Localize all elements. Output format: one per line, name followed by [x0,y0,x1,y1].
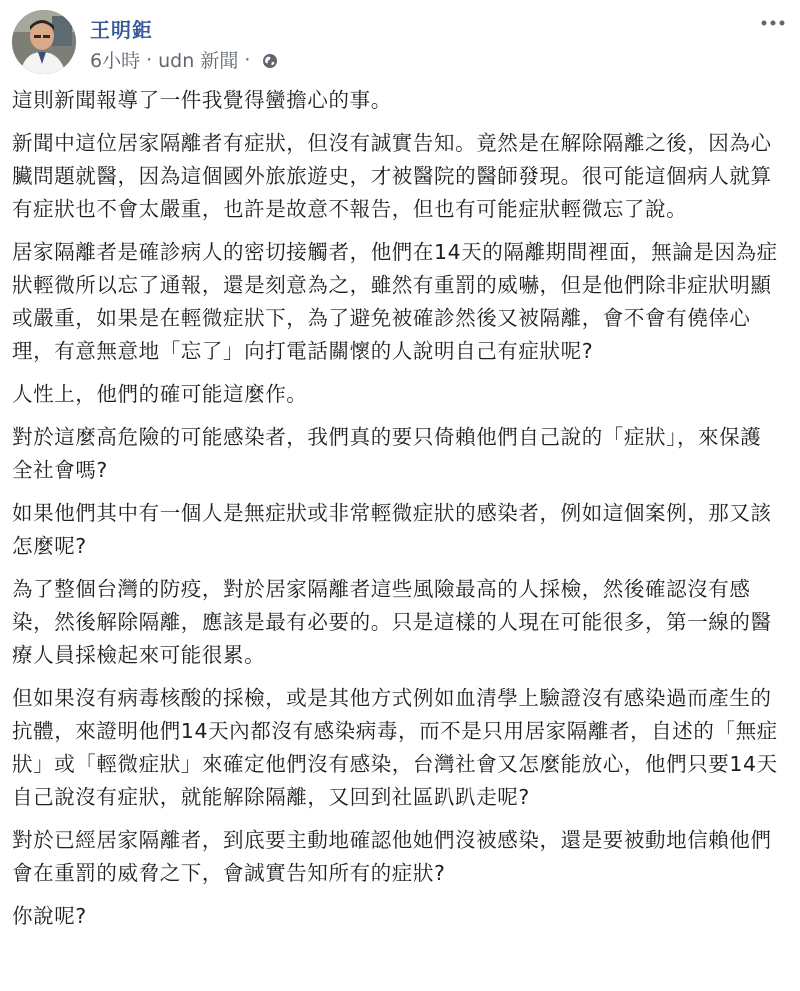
avatar-image [12,10,76,74]
post-paragraph: 但如果沒有病毒核酸的採檢，或是其他方式例如血清學上驗證沒有感染過而產生的抗體，來證明他們14天內都沒有感染病毒，而不是只用居家隔離者，自述的「無症狀」或「輕微症狀」來確定他們沒有感染，台灣社會又怎麼能放心，他們只要14天自己說沒有症狀，就能解除隔離，又回到社區趴趴走呢? [12,686,778,809]
post-paragraph: 對於已經居家隔離者，到底要主動地確認他她們沒被感染，還是要被動地信賴他們會在重罰的威脅之下，會誠實告知所有的症狀? [12,828,772,885]
post-paragraph: 居家隔離者是確診病人的密切接觸者，他們在14天的隔離期間裡面，無論是因為症狀輕微所以忘了通報，還是刻意為之，雖然有重罰的威嚇，但是他們除非症狀明顯或嚴重，如果是在輕微症狀下，為了避免被確診然後又被隔離，會不會有僥倖心理，有意無意地「忘了」向打電話關懷的人說明自己有症狀呢? [12,240,778,363]
post-paragraph: 新聞中這位居家隔離者有症狀，但沒有誠實告知。竟然是在解除隔離之後，因為心臟問題就醫，因為這個國外旅旅遊史，才被醫院的醫師發現。很可能這個病人就算有症狀也不會太嚴重，也許是故意不報告，但也有可能症狀輕微忘了說。 [12,131,772,221]
post-paragraph: 對於這麼高危險的可能感染者，我們真的要只倚賴他們自己說的「症狀」，來保護全社會嗎? [12,425,762,482]
post-paragraph: 這則新聞報導了一件我覺得蠻擔心的事。 [12,88,392,112]
author-name[interactable]: 王明鉅 [90,18,153,42]
post-paragraph: 人性上，他們的確可能這麼作。 [12,382,308,406]
meta-separator: · [146,48,153,71]
post-paragraph: 你說呢? [12,904,87,928]
ellipsis-icon [761,20,785,26]
post-source[interactable]: udn 新聞 [158,50,239,72]
post-timestamp[interactable]: 6小時 [90,50,141,72]
meta-separator-2: · [244,48,251,71]
post-paragraph: 如果他們其中有一個人是無症狀或非常輕微症狀的感染者，例如這個案例，那又該怎麼呢? [12,501,772,558]
post-header [12,10,788,74]
post-paragraph: 為了整個台灣的防疫，對於居家隔離者這些風險最高的人採檢，然後確認沒有感染，然後解除隔離，應該是最有必要的。只是這樣的人現在可能很多，第一線的醫療人員採檢起來可能很累。 [12,577,772,667]
post-body [12,84,782,943]
more-options-button[interactable] [758,12,788,34]
avatar[interactable] [12,10,76,74]
post-meta [90,46,278,73]
globe-icon[interactable] [262,52,278,68]
